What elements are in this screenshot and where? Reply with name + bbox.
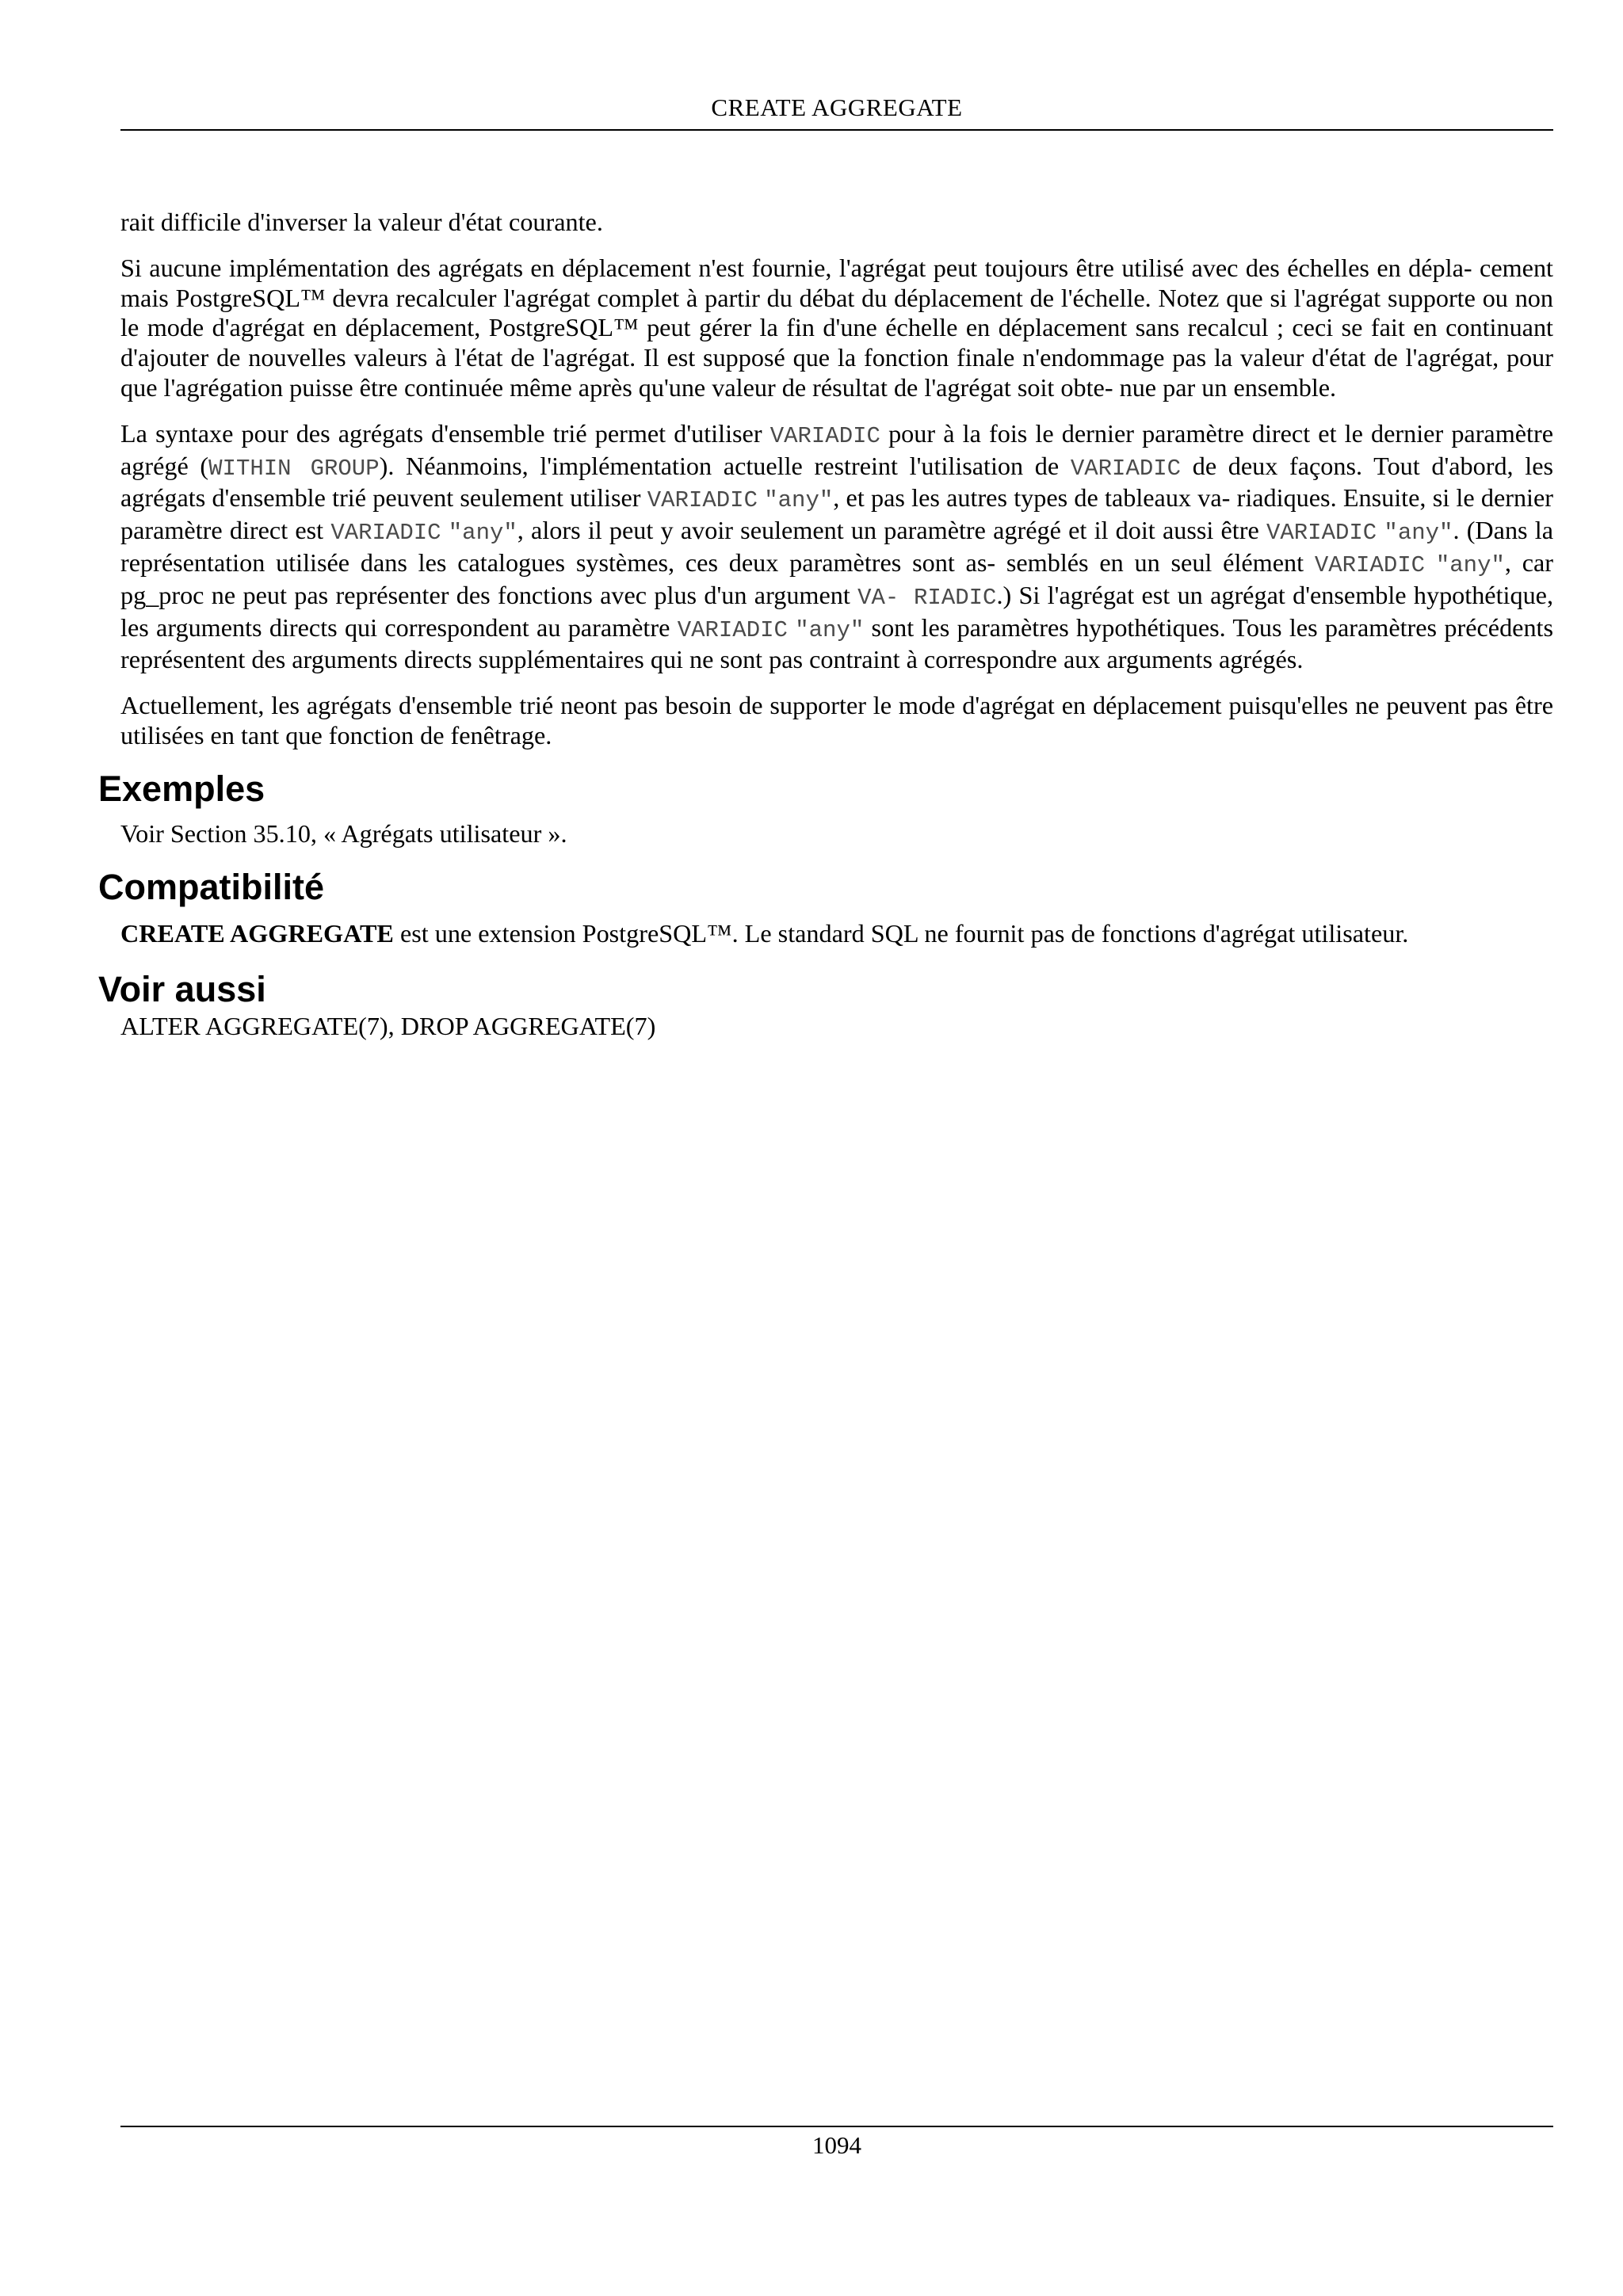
inline-code: WITHIN GROUP — [208, 455, 380, 482]
header-rule — [120, 129, 1553, 131]
command-name: CREATE AGGREGATE — [120, 918, 394, 948]
inline-code: VA- RIADIC — [857, 584, 997, 611]
inline-code: "any" — [448, 520, 517, 547]
text-run: ). Néanmoins, l'implémentation actuelle restreint l'utilisation de — [379, 451, 1071, 480]
text-run — [1425, 548, 1436, 577]
footer-rule — [120, 2126, 1553, 2127]
examples-text: Voir Section 35.10, « Agrégats utilisateur ». — [120, 818, 567, 848]
inline-code: "any" — [764, 487, 834, 514]
text-run: pour à la fois le dernier paramètre direct et le dernier paramètre agrégé ( — [120, 418, 1553, 480]
page-content — [98, 208, 1554, 1042]
para-continuation — [120, 208, 1553, 238]
text-run: , et pas les autres types de tableaux va- riadiques. Ensuite, si le dernier paramètre direct est — [120, 483, 1553, 545]
inline-code: VARIADIC — [330, 520, 441, 547]
para-ordered-set-syntax — [120, 419, 1553, 675]
body-paragraphs — [120, 208, 1553, 751]
text-run: , car pg_proc ne peut pas représenter des fonctions avec plus d'un argument — [120, 547, 1554, 609]
section-heading-examples: Exemples — [98, 768, 265, 809]
text-run: sont les paramètres hypothétiques. Tous les paramètres précédents représentent des arguments directs supplémentaires qui ne sont pas contraint à correspondre aux arguments agrégés. — [120, 612, 1554, 674]
compatibility-text: est une extension PostgreSQL™. Le standard SQL ne fournit pas de fonctions d'agrégat utilisateur. — [393, 918, 1409, 948]
text-run: .) Si l'agrégat est un agrégat d'ensemble hypothétique, les arguments directs qui correspondent au paramètre — [120, 580, 1553, 642]
text-run: , alors il peut y avoir seulement un paramètre agrégé et il doit aussi être — [517, 516, 1266, 545]
para-moving-aggregate — [120, 254, 1553, 403]
text-run — [441, 516, 449, 544]
inline-code: "any" — [1384, 520, 1453, 547]
text-run: rait difficile d'inverser la valeur d'état courante. — [120, 208, 603, 236]
text-run: de deux façons. Tout d'abord, les agrégats d'ensemble trié peuvent seulement utiliser — [120, 451, 1554, 513]
inline-code: VARIADIC — [1070, 455, 1182, 482]
text-run — [788, 613, 795, 642]
text-run: Si aucune implémentation des agrégats en déplacement n'est fournie, l'agrégat peut toujours être utilisé avec des échelles en dépla- cement mais PostgreSQL™ devra recalculer l'agrégat complet à partir du débat du déplacement de l'échelle. Notez que si l'agrégat supporte ou non le mode d'agrégat en déplacement, PostgreSQL™ peut gérer la fin d'une échelle en déplacement sans recalcul ; ceci se fait en continuant d'ajouter de nouvelles valeurs à l'état de l'agrégat. Il est supposé que la fonction finale n'endommage pas la valeur d'état de l'agrégat, pour que l'agrégation puisse être continuée même après qu'une valeur de résultat de l'agrégat soit obte- nue par un ensemble. — [120, 253, 1553, 402]
text-run: La syntaxe pour des agrégats d'ensemble trié permet d'utiliser — [120, 418, 770, 448]
see-also-links: ALTER AGGREGATE(7), DROP AGGREGATE(7) — [120, 1012, 656, 1041]
inline-code: VARIADIC — [677, 616, 788, 643]
text-run: . (Dans la représentation utilisée dans les catalogues systèmes, ces deux paramètres sont as- semblés en un seul élément — [120, 516, 1554, 577]
inline-code: "any" — [1435, 551, 1505, 578]
para-window-note — [120, 691, 1553, 751]
text-run: Actuellement, les agrégats d'ensemble trié neont pas besoin de supporter le mode d'agrégat en déplacement puisqu'elles ne peuvent pas être utilisées en tant que fonction de fenêtrage. — [120, 691, 1553, 749]
inline-code: "any" — [795, 616, 865, 643]
section-heading-see-also: Voir aussi — [98, 969, 266, 1010]
section-heading-compatibility: Compatibilité — [98, 866, 325, 907]
inline-code: VARIADIC — [647, 487, 758, 514]
running-header: CREATE AGGREGATE — [711, 93, 963, 121]
inline-code: VARIADIC — [1266, 520, 1377, 547]
compatibility-paragraph — [120, 919, 1553, 949]
inline-code: VARIADIC — [769, 422, 880, 449]
page-number: 1094 — [812, 2131, 861, 2159]
inline-code: VARIADIC — [1314, 551, 1426, 578]
text-run — [758, 483, 764, 512]
